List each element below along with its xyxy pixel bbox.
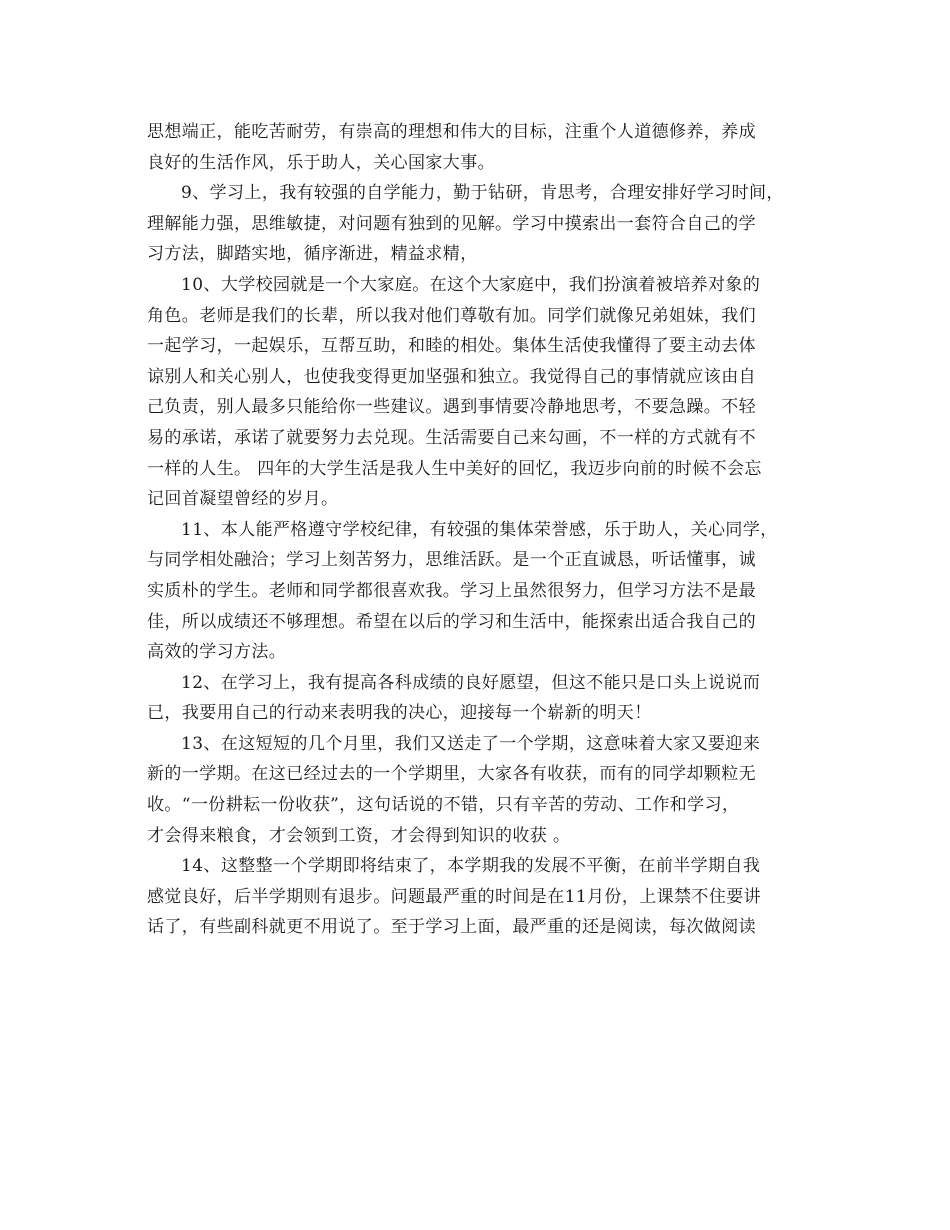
- text-line: 角色。老师是我们的长辈，所以我对他们尊敬有加。同学们就像兄弟姐妹，我们: [147, 305, 756, 326]
- text-line: 一起学习，一起娱乐，互帮互助，和睦的相处。集体生活使我懂得了要主动去体: [147, 336, 756, 357]
- text-line: 易的承诺，承诺了就要努力去兑现。生活需要自己来勾画，不一样的方式就有不: [147, 427, 756, 448]
- text-line: 才会得来粮食，才会领到工资，才会得到知识的收获 。: [147, 825, 571, 846]
- text-line: 11、本人能严格遵守学校纪律，有较强的集体荣誉感，乐于助人，关心同学，: [181, 519, 778, 540]
- text-line: 记回首凝望曾经的岁月。: [147, 489, 339, 510]
- text-line: 佳，所以成绩还不够理想。希望在以后的学习和生活中，能探索出适合我自己的: [147, 611, 756, 632]
- text-line: 14、这整整一个学期即将结束了，本学期我的发展不平衡，在前半学期自我: [181, 856, 761, 877]
- text-line: 感觉良好，后半学期则有退步。问题最严重的时间是在11月份，上课禁不住要讲: [147, 886, 762, 907]
- text-line: 收。“一份耕耘一份收获”，这句话说的不错，只有辛苦的劳动、工作和学习，: [147, 795, 740, 816]
- text-line: 一样的人生。 四年的大学生活是我人生中美好的回忆，我迈步向前的时候不会忘: [147, 458, 762, 479]
- text-line: 理解能力强，思维敏捷，对问题有独到的见解。学习中摸索出一套符合自己的学: [147, 213, 756, 234]
- text-line: 9、学习上，我有较强的自学能力，勤于钻研，肯思考，合理安排好学习时间，: [181, 183, 784, 204]
- document-body: [147, 117, 817, 943]
- text-line: 己负责，别人最多只能给你一些建议。遇到事情要冷静地思考，不要急躁。不轻: [147, 397, 756, 418]
- text-line: 习方法，脚踏实地，循序渐进，精益求精，: [147, 244, 478, 265]
- text-line: 与同学相处融洽；学习上刻苦努力，思维活跃。是一个正直诚恳，听话懂事，诚: [147, 550, 756, 571]
- text-line: 实质朴的学生。老师和同学都很喜欢我。学习上虽然很努力，但学习方法不是最: [147, 580, 756, 601]
- text-line: 10、大学校园就是一个大家庭。在这个大家庭中，我们扮演着被培养对象的: [181, 274, 761, 295]
- text-line: 谅别人和关心别人，也使我变得更加坚强和独立。我觉得自己的事情就应该由自: [147, 366, 756, 387]
- text-line: 良好的生活作风，乐于助人，关心国家大事。: [147, 152, 495, 173]
- text-line: 高效的学习方法。: [147, 642, 287, 663]
- text-line: 新的一学期。在这已经过去的一个学期里，大家各有收获，而有的同学却颗粒无: [147, 764, 756, 785]
- text-line: 思想端正，能吃苦耐劳，有崇高的理想和伟大的目标，注重个人道德修养，养成: [147, 122, 756, 142]
- text-line: 12、在学习上，我有提高各科成绩的良好愿望，但这不能只是口头上说说而: [181, 672, 761, 693]
- text-line: 话了，有些副科就更不用说了。至于学习上面，最严重的还是阅读，每次做阅读: [147, 917, 756, 938]
- text-line: 已，我要用自己的行动来表明我的决心，迎接每一个崭新的明天！: [147, 703, 652, 724]
- text-line: 13、在这短短的几个月里，我们又送走了一个学期，这意味着大家又要迎来: [181, 733, 761, 754]
